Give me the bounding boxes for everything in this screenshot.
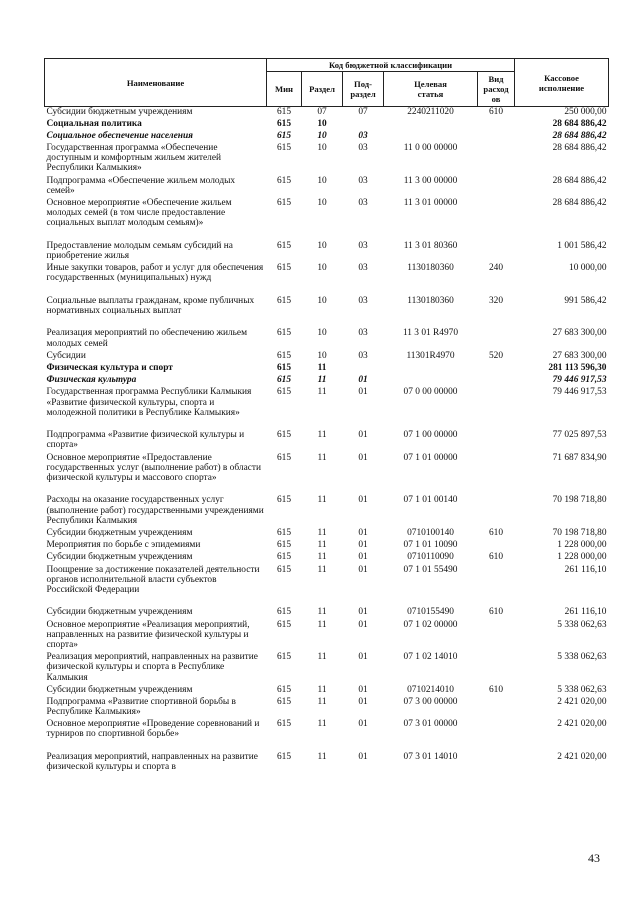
cell-vid [478,198,515,241]
cell-podrazdel: 01 [358,607,368,618]
cell-amount: 1 228 000,00 [557,540,607,551]
cell-razdel: 10 [317,328,327,339]
cell-min: 615 [276,263,292,274]
cell-vid [478,430,515,452]
cell-statya: 07 1 00 00000 [403,430,458,441]
cell-amount: 70 198 718,80 [552,527,607,538]
cell-amount: 27 683 300,00 [552,350,607,361]
table-row [45,328,609,350]
cell-vid: 240 [488,263,504,274]
cell-razdel: 11 [317,719,327,730]
cell-statya [384,363,478,375]
cell-statya: 0710110090 [407,552,454,563]
table-row [45,528,609,540]
cell-min: 615 [276,107,292,117]
header-target-article: Целевая статья [384,72,478,107]
cell-podrazdel: 03 [358,143,368,154]
cell-amount: 250 000,00 [564,107,607,117]
cell-amount: 28 684 886,42 [552,130,607,141]
cell-statya: 11301R4970 [406,350,455,361]
cell-razdel: 10 [317,240,327,251]
cell-vid [478,143,515,176]
cell-min: 615 [276,452,292,463]
cell-amount: 77 025 897,53 [552,430,607,441]
table-row [45,752,609,774]
cell-vid [478,719,515,752]
cell-name: Физическая культура и спорт [46,363,173,373]
cell-min: 615 [276,652,292,663]
cell-name: Физическая культура [46,375,137,386]
cell-podrazdel: 01 [358,527,368,538]
cell-name: Реализация мероприятий, направленных на развитие физической культуры и спорта в Республике Калмыкия [46,652,258,683]
cell-statya: 07 0 00 00000 [403,387,458,398]
cell-podrazdel [343,363,384,375]
cell-vid: 320 [488,295,504,306]
cell-razdel: 10 [317,130,327,141]
table-row [45,131,609,143]
header-min: Мин [267,72,302,107]
cell-razdel: 10 [317,350,327,361]
cell-min: 615 [276,363,292,373]
cell-razdel: 11 [317,564,327,575]
cell-min: 615 [276,552,292,563]
cell-name: Основное мероприятие «Реализация мероприятий, направленных на развитие физической культуры и спорта» [46,619,250,650]
cell-vid [478,241,515,263]
cell-podrazdel: 03 [358,130,368,141]
cell-vid: 610 [488,607,504,618]
cell-podrazdel: 01 [358,387,368,398]
cell-podrazdel: 03 [358,175,368,186]
cell-statya: 07 3 00 00000 [403,696,458,707]
table-row [45,107,609,119]
cell-razdel: 11 [317,751,327,762]
table-row [45,540,609,552]
cell-podrazdel: 03 [358,328,368,339]
cell-razdel: 07 [317,107,327,117]
cell-name: Социальная политика [46,118,142,129]
cell-name: Подпрограмма «Обеспечение жильем молодых семей» [46,175,236,196]
cell-vid: 610 [488,684,504,695]
cell-amount: 261 116,10 [564,564,607,575]
cell-razdel: 10 [317,175,327,186]
cell-name: Субсидии бюджетным учреждениям [46,684,193,695]
cell-razdel: 11 [317,607,327,618]
cell-podrazdel: 01 [358,719,368,730]
cell-podrazdel: 01 [358,564,368,575]
cell-name: Подпрограмма «Развитие спортивной борьбы в Республике Калмыкия» [46,696,236,718]
cell-vid: 520 [488,350,504,361]
cell-vid [478,131,515,143]
table-row [45,607,609,619]
cell-vid: 610 [488,107,504,117]
cell-amount: 2 421 020,00 [557,719,607,730]
table-body [45,107,609,775]
cell-statya: 07 1 01 00000 [403,452,458,463]
cell-podrazdel: 01 [358,452,368,463]
cell-name: Реализация мероприятий по обеспечению жильем молодых семей [46,328,248,349]
table-row [45,363,609,375]
cell-podrazdel: 01 [358,619,368,630]
table-row [45,143,609,176]
cell-min: 615 [276,751,292,762]
cell-razdel: 11 [317,540,327,551]
table-row [45,387,609,430]
cell-name: Подпрограмма «Развитие физической культуры и спорта» [46,430,245,451]
budget-report [44,58,608,774]
cell-min: 615 [276,684,292,695]
cell-statya: 2240211020 [407,107,454,117]
cell-statya: 11 3 00 00000 [403,175,458,186]
cell-razdel: 11 [317,684,327,695]
table-row [45,198,609,241]
cell-name: Субсидии бюджетным учреждениям [46,607,193,618]
cell-name: Иные закупки товаров, работ и услуг для обеспечения государственных (муниципальных) нужд [46,263,264,284]
cell-min: 615 [276,430,292,441]
cell-amount: 2 421 020,00 [557,696,607,707]
cell-vid [478,328,515,350]
cell-vid [478,119,515,131]
cell-podrazdel: 03 [358,240,368,251]
cell-statya: 07 1 02 14010 [403,652,458,663]
cell-razdel: 11 [317,375,327,386]
cell-name: Основное мероприятие «Предоставление государственных услуг (выполнение работ) в области физической культуры и массового спорта» [46,452,262,483]
table-row [45,375,609,387]
cell-name: Государственная программа Республики Калмыкия «Развитие физической культуры, спорта и молодежной политики в Республике Калмыкия» [46,387,252,418]
table-row [45,176,609,198]
page-number: 43 [588,851,600,865]
cell-statya [384,375,478,387]
cell-statya: 11 3 01 R4970 [402,328,459,339]
cell-min: 615 [276,375,292,386]
cell-statya: 07 3 01 14010 [403,751,458,762]
cell-amount: 28 684 886,42 [552,143,607,154]
cell-vid [478,565,515,608]
cell-statya: 0710214010 [407,684,454,695]
header-name: Наименование [45,59,267,107]
header-podrazdel: Под- раздел [343,72,384,107]
cell-name: Поощрение за достижение показателей деятельности органов исполнительной власти субъектов Российской Федерации [46,564,260,595]
header-cash-execution: Кассовое исполнение [515,59,609,107]
cell-razdel: 10 [317,118,327,129]
cell-podrazdel: 01 [358,751,368,762]
cell-amount: 1 001 586,42 [557,240,607,251]
cell-amount: 71 687 834,90 [552,452,607,463]
cell-amount: 261 116,10 [564,607,607,618]
cell-vid: 610 [488,527,504,538]
cell-razdel: 11 [317,363,327,373]
cell-statya [384,119,478,131]
cell-min: 615 [276,295,292,306]
cell-razdel: 10 [317,295,327,306]
cell-min: 615 [276,118,292,129]
table-row [45,430,609,452]
table-row [45,652,609,685]
cell-podrazdel: 01 [358,540,368,551]
cell-vid [478,176,515,198]
cell-min: 615 [276,143,292,154]
cell-min: 615 [276,240,292,251]
cell-min: 615 [276,350,292,361]
cell-vid [478,375,515,387]
cell-statya: 07 1 01 10090 [403,540,458,551]
cell-amount: 5 338 062,63 [557,619,607,630]
table-row [45,685,609,697]
cell-podrazdel: 01 [358,684,368,695]
cell-podrazdel: 01 [358,652,368,663]
cell-vid [478,540,515,552]
table-row [45,552,609,564]
cell-podrazdel [343,119,384,131]
cell-min: 615 [276,540,292,551]
cell-vid [478,387,515,430]
cell-name: Основное мероприятие «Обеспечение жильем молодых семей (в том числе предоставление социальных выплат молодым семьям)» [46,198,232,229]
budget-table [44,58,609,774]
table-row [45,495,609,528]
cell-vid [478,453,515,496]
cell-podrazdel: 03 [358,295,368,306]
table-row [45,565,609,608]
cell-razdel: 10 [317,143,327,154]
cell-statya: 11 3 01 80360 [403,240,458,251]
cell-vid [478,495,515,528]
cell-min: 615 [276,198,292,209]
table-row [45,453,609,496]
table-row [45,263,609,296]
cell-razdel: 10 [317,198,327,209]
cell-amount: 281 113 596,30 [548,363,607,373]
cell-name: Социальные выплаты гражданам, кроме публичных нормативных социальных выплат [46,295,255,317]
cell-statya: 07 1 02 00000 [403,619,458,630]
cell-name: Государственная программа «Обеспечение доступным и комфортным жильем жителей Республики Калмыкия» [46,143,222,174]
cell-min: 615 [276,387,292,398]
cell-amount: 27 683 300,00 [552,328,607,339]
header-razdel: Раздел [302,72,343,107]
cell-razdel: 11 [317,430,327,441]
cell-min: 615 [276,328,292,339]
cell-name: Субсидии бюджетным учреждениям [46,552,193,563]
cell-podrazdel: 03 [358,350,368,361]
cell-min: 615 [276,130,292,141]
cell-name: Социальное обеспечение населения [46,130,194,141]
cell-podrazdel: 03 [358,263,368,274]
cell-statya: 0710100140 [407,527,454,538]
cell-statya: 1130180360 [407,295,454,306]
cell-name: Мероприятия по борьбе с эпидемиями [46,540,201,551]
cell-podrazdel: 01 [358,696,368,707]
cell-amount: 70 198 718,80 [552,495,607,506]
cell-amount: 1 228 000,00 [557,552,607,563]
table-row [45,719,609,752]
cell-statya: 07 3 01 00000 [403,719,458,730]
cell-name: Основное мероприятие «Проведение соревнований и турниров по спортивной борьбе» [46,719,260,740]
cell-min: 615 [276,175,292,186]
cell-amount: 28 684 886,42 [552,198,607,209]
cell-min: 615 [276,527,292,538]
table-row [45,697,609,719]
cell-podrazdel: 01 [358,495,368,506]
cell-amount: 10 000,00 [569,263,607,274]
cell-min: 615 [276,607,292,618]
cell-statya: 07 1 01 00140 [403,495,458,506]
cell-vid [478,652,515,685]
cell-statya [384,131,478,143]
cell-vid [478,620,515,653]
cell-razdel: 11 [317,495,327,506]
cell-amount: 5 338 062,63 [557,684,607,695]
cell-name: Расходы на оказание государственных услуг (выполнение работ) государственными учреждениями Республики Калмыкия [46,495,264,526]
cell-min: 615 [276,564,292,575]
cell-vid [478,752,515,774]
cell-vid [478,697,515,719]
cell-podrazdel: 01 [358,430,368,441]
header-expense-type: Вид расход ов [478,72,515,107]
cell-min: 615 [276,619,292,630]
cell-amount: 5 338 062,63 [557,652,607,663]
cell-razdel: 11 [317,696,327,707]
table-row [45,351,609,363]
cell-min: 615 [276,719,292,730]
cell-statya: 1130180360 [407,263,454,274]
cell-razdel: 11 [317,652,327,663]
cell-podrazdel: 07 [358,107,368,117]
cell-name: Субсидии бюджетным учреждениям [46,527,193,538]
cell-razdel: 11 [317,619,327,630]
cell-amount: 991 586,42 [564,295,607,306]
cell-statya: 0710155490 [407,607,454,618]
cell-statya: 11 3 01 00000 [403,198,458,209]
table-row [45,296,609,329]
cell-razdel: 11 [317,452,327,463]
cell-vid [478,363,515,375]
cell-amount: 2 421 020,00 [557,751,607,762]
table-row [45,620,609,653]
cell-min: 615 [276,495,292,506]
cell-statya: 07 1 01 55490 [403,564,458,575]
cell-name: Предоставление молодым семьям субсидий на приобретение жилья [46,240,233,262]
header-classification-group: Код бюджетной классификации [267,59,515,72]
cell-min: 615 [276,696,292,707]
cell-podrazdel: 01 [358,552,368,563]
cell-amount: 28 684 886,42 [552,175,607,186]
table-row [45,119,609,131]
cell-amount: 79 446 917,53 [552,387,607,398]
cell-name: Субсидии бюджетным учреждениям [46,107,193,117]
cell-razdel: 10 [317,263,327,274]
cell-name: Реализация мероприятий, направленных на развитие физической культуры и спорта в [46,751,258,773]
table-row [45,241,609,263]
cell-podrazdel: 01 [358,375,368,386]
cell-amount: 28 684 886,42 [552,118,607,129]
cell-name: Субсидии [46,350,86,361]
cell-vid: 610 [488,552,504,563]
cell-amount: 79 446 917,53 [552,375,607,386]
cell-razdel: 11 [317,552,327,563]
cell-podrazdel: 03 [358,198,368,209]
cell-razdel: 11 [317,387,327,398]
cell-statya: 11 0 00 00000 [403,143,458,154]
cell-razdel: 11 [317,527,327,538]
